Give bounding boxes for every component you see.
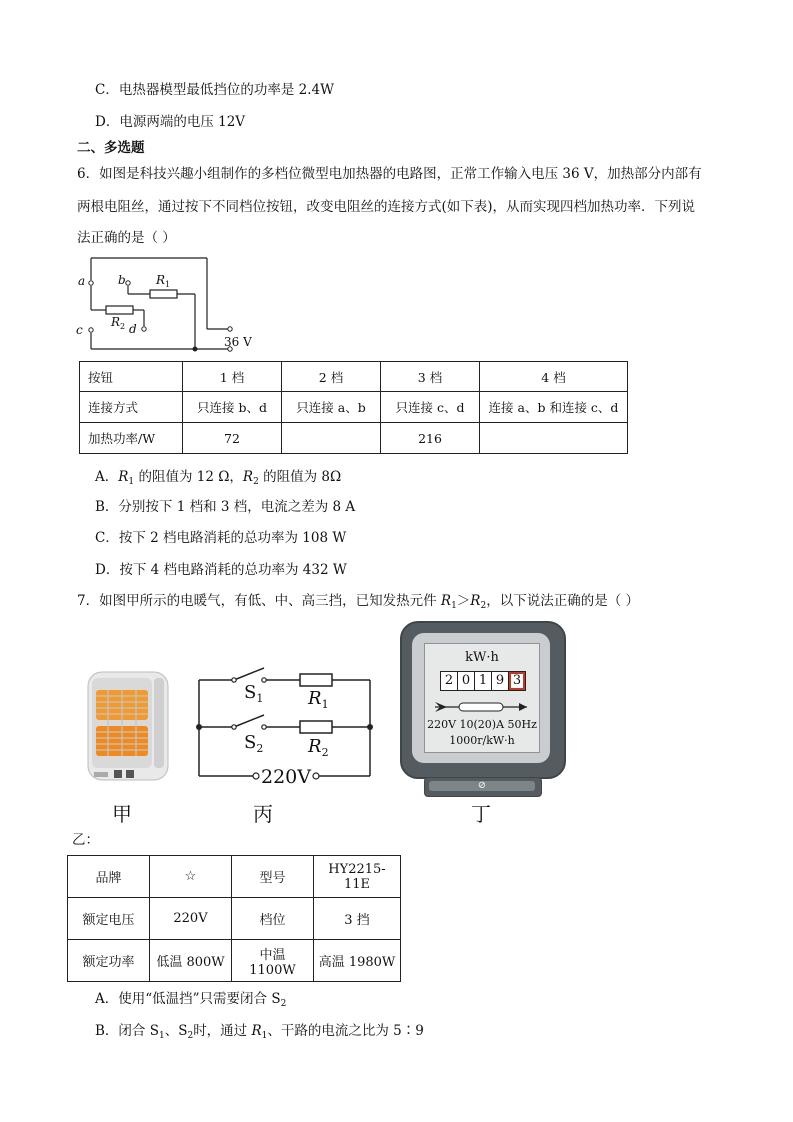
label-bing: 丙 — [253, 802, 273, 826]
table-row: 品牌 ☆ 型号 HY2215-11E — [68, 856, 401, 898]
label-ding: 丁 — [471, 802, 491, 826]
meter-base-slot: ⊘ — [429, 781, 535, 791]
q6-stem-line-1: 6．如图是科技兴趣小组制作的多档位微型电加热器的电路图，正常工作输入电压 36 V，加热部分内部有 — [77, 166, 702, 182]
label-s2: $S_2$ — [244, 732, 264, 755]
heater-image — [84, 668, 176, 786]
label-r1: $R_1$ — [308, 688, 329, 711]
meter-base — [424, 777, 542, 797]
label-r2: $R_2$ — [308, 736, 329, 759]
q6-option-c: C．按下 2 档电路消耗的总功率为 108 W — [95, 530, 347, 546]
q6-gear-table — [79, 361, 628, 454]
table-row: 额定电压 220V 档位 3 挡 — [68, 898, 401, 940]
q7-stem: 7．如图甲所示的电暖气，有低、中、高三挡，已知发热元件 $R_1>R_2$，以下说法正确的是（ ） — [77, 593, 639, 611]
label-a: a — [78, 274, 86, 288]
junction-dot — [193, 347, 198, 352]
label-d: d — [129, 322, 137, 336]
label-c: c — [76, 323, 83, 337]
q5-option-d: D．电源两端的电压 12V — [95, 114, 246, 130]
meter-inner-frame — [412, 633, 550, 763]
q7-option-a: A．使用“低温挡”只需要闭合 $S_2$ — [95, 991, 287, 1009]
q6-circuit-diagram — [70, 252, 270, 357]
q6-option-d: D．按下 4 档电路消耗的总功率为 432 W — [95, 562, 347, 578]
section-title: 二、多选题 — [77, 140, 145, 156]
label-s1: $S_1$ — [244, 682, 264, 705]
q6-stem-line-3: 法正确的是（ ） — [77, 230, 176, 246]
label-b: b — [118, 273, 126, 287]
q7-circuit-diagram — [192, 660, 378, 786]
meter-disc-arrow — [433, 700, 531, 714]
power-terminal-top — [228, 327, 232, 331]
label-yi: 乙： — [72, 832, 99, 848]
table-row: 按钮 1 档 2 档 3 档 4 档 — [80, 362, 628, 392]
electric-meter — [400, 621, 566, 779]
q7-option-b: B．闭合 $S_1$、$S_2$时，通过 $R_1$、干路的电流之比为 5∶9 — [95, 1023, 424, 1041]
terminal-d — [142, 327, 146, 331]
q6-option-b: B．分别按下 1 档和 3 档，电流之差为 8 A — [95, 499, 356, 515]
q6-stem-line-2: 两根电阻丝，通过按下不同档位按钮，改变电阻丝的连接方式(如下表)，从而实现四档加热功率．下列说 — [77, 199, 696, 215]
table-row: 额定功率 低温 800W 中温 1100W 高温 1980W — [68, 940, 401, 982]
label-r2: $R_2$ — [111, 315, 126, 331]
q5-option-c: C．电热器模型最低挡位的功率是 2.4W — [95, 82, 334, 98]
label-jia: 甲 — [112, 802, 132, 826]
meter-digits: 2 0 1 9 3 — [440, 671, 526, 691]
table-row: 加热功率/W 72 216 — [80, 423, 628, 454]
terminal-c — [89, 328, 93, 332]
label-r1: $R_1$ — [156, 273, 171, 289]
meter-unit: kW·h — [465, 650, 499, 665]
table-row: 连接方式 只连接 b、d 只连接 a、b 只连接 c、d 连接 a、b 和连接 c、d — [80, 392, 628, 423]
terminal-a — [89, 281, 93, 285]
meter-spec-2: 1000r/kW·h — [449, 734, 515, 747]
label-220v: 220V — [261, 766, 311, 786]
label-36v: 36 V — [224, 335, 252, 349]
meter-spec-1: 220V 10(20)A 50Hz — [427, 718, 537, 731]
meter-face — [424, 643, 540, 753]
q7-spec-table — [67, 855, 401, 982]
terminal-b — [126, 281, 130, 285]
q6-option-a: A．$R_1$ 的阻值为 12 Ω，$R_2$ 的阻值为 8Ω — [95, 469, 342, 487]
